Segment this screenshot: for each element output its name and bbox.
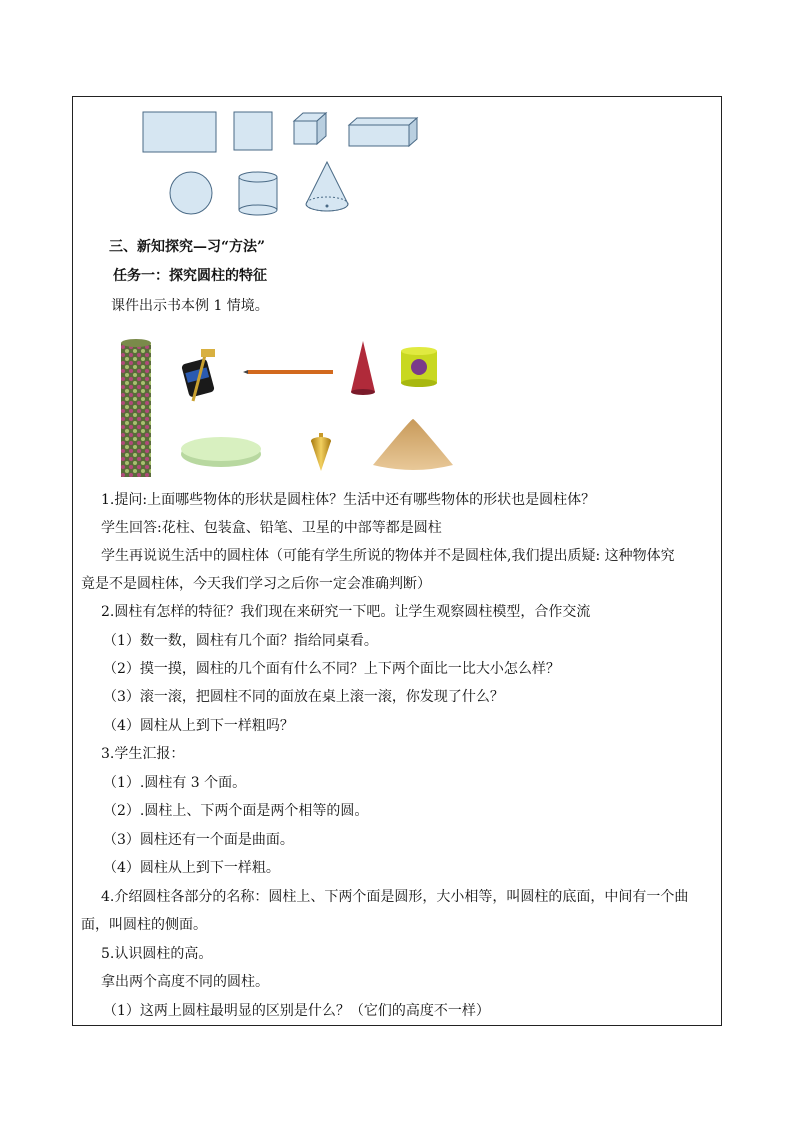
cube-shape — [294, 113, 326, 144]
step-2: （2）摸一摸，圆柱的几个面有什么不同？上下两个面比一比大小怎么样？ — [103, 661, 560, 677]
party-hat-image — [351, 341, 375, 395]
paragraph-3-line-2: 竟是不是圆柱体，今天我们学习之后你一定会准确判断） — [81, 576, 431, 592]
report-4: （4）圆柱从上到下一样粗。 — [103, 860, 280, 876]
sand-pile-image — [373, 419, 453, 470]
question-4-line-2: 面，叫圆柱的侧面。 — [81, 917, 207, 933]
step-4: （4）圆柱从上到下一样粗吗？ — [103, 718, 294, 734]
rectangle-shape — [143, 112, 216, 152]
content-frame — [72, 96, 722, 1026]
jade-disc-image — [181, 437, 261, 467]
flower-pillar-image — [121, 339, 151, 477]
cylinder-shape — [239, 172, 277, 215]
square-shape — [234, 112, 272, 150]
step-1: （1）数一数，圆柱有几个面？指给同桌看。 — [103, 633, 378, 649]
intro-text: 课件出示书本例 1 情境。 — [111, 298, 269, 314]
task-title: 任务一：探究圆柱的特征 — [113, 268, 267, 284]
question-2: 2.圆柱有怎样的特征？我们现在来研究一下吧。让学生观察圆柱模型，合作交流 — [101, 604, 591, 620]
circle-shape — [170, 172, 212, 214]
report-1: （1）.圆柱有 3 个面。 — [103, 775, 247, 791]
question-5: 5.认识圆柱的高。 — [101, 946, 213, 962]
section-heading: 三、新知探究—习“方法” — [109, 239, 266, 255]
cuboid-shape — [349, 118, 417, 146]
report-2: （2）.圆柱上、下两个面是两个相等的圆。 — [103, 803, 369, 819]
packaging-box-image — [401, 347, 437, 387]
question-1: 1.提问:上面哪些物体的形状是圆柱体？生活中还有哪些物体的形状也是圆柱体？ — [101, 492, 596, 508]
geometric-shapes — [73, 97, 723, 227]
answer-1: 学生回答:花柱、包装盒、铅笔、卫星的中部等都是圆柱 — [101, 520, 442, 536]
satellite-image — [181, 349, 215, 401]
step-3: （3）滚一滚，把圆柱不同的面放在桌上滚一滚，你发现了什么？ — [103, 689, 504, 705]
question-4-line-1: 4.介绍圆柱各部分的名称：圆柱上、下两个面是圆形，大小相等，叫圆柱的底面，中间有一个曲 — [101, 889, 689, 905]
paragraph-3-line-1: 学生再说说生活中的圆柱体（可能有学生所说的物体并不是圆柱体,我们提出质疑: 这种物体究 — [101, 548, 675, 564]
report-3: （3）圆柱还有一个面是曲面。 — [103, 832, 294, 848]
cone-shape — [306, 162, 348, 211]
example-objects-illustration — [113, 337, 473, 482]
spinning-top-image — [311, 433, 331, 471]
question-5-action: 拿出两个高度不同的圆柱。 — [101, 974, 269, 990]
pencil-image — [243, 370, 333, 374]
question-5-step-1: （1）这两上圆柱最明显的区别是什么？（它们的高度不一样） — [103, 1003, 490, 1019]
question-3: 3.学生汇报： — [101, 746, 185, 762]
